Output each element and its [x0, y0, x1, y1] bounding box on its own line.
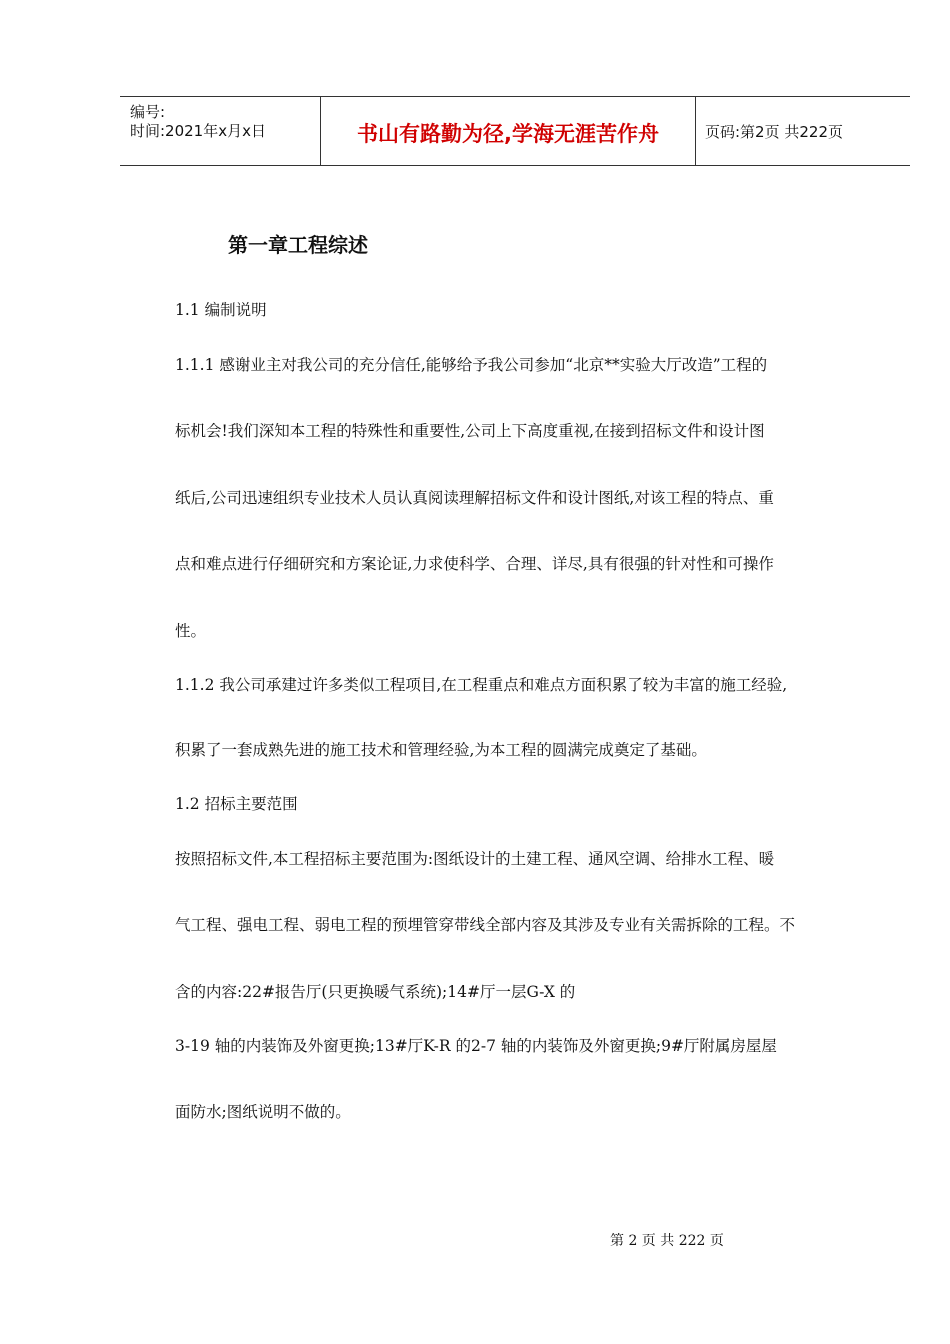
paragraph-line: 1.1.1 感谢业主对我公司的充分信任,能够给予我公司参加“北京**实验大厅改造”工程的 [175, 356, 768, 374]
paragraph-line: 气工程、强电工程、弱电工程的预埋管穿带线全部内容及其涉及专业有关需拆除的工程。不 [175, 916, 796, 934]
document-date-label: 时间:2021年x月x日 [130, 122, 266, 140]
header-meta-cell [120, 97, 320, 165]
page-footer: 第 2 页 共 222 页 [610, 1233, 724, 1249]
page-header [120, 96, 910, 166]
section-heading-1-1: 1.1 编制说明 [175, 301, 267, 319]
paragraph-line: 面防水;图纸说明不做的。 [175, 1103, 351, 1121]
chapter-title: 第一章工程综述 [228, 233, 368, 257]
header-motto: 书山有路勤为径,学海无涯苦作舟 [357, 122, 659, 146]
header-motto-cell [320, 97, 696, 165]
paragraph-line: 含的内容:22#报告厅(只更换暖气系统);14#厅一层G-X 的 [175, 983, 576, 1001]
paragraph-line: 点和难点进行仔细研究和方案论证,力求使科学、合理、详尽,具有很强的针对性和可操作 [175, 555, 774, 573]
paragraph-line: 3-19 轴的内装饰及外窗更换;13#厅K-R 的2-7 轴的内装饰及外窗更换;9#厅附属房屋屋 [175, 1037, 777, 1055]
paragraph-line: 纸后,公司迅速组织专业技术人员认真阅读理解招标文件和设计图纸,对该工程的特点、重 [175, 489, 774, 507]
header-page-number: 页码:第2页 共222页 [705, 123, 843, 141]
paragraph-line: 1.1.2 我公司承建过许多类似工程项目,在工程重点和难点方面积累了较为丰富的施工经验, [175, 676, 788, 694]
header-page-cell [695, 97, 910, 165]
paragraph-line: 性。 [175, 622, 207, 640]
paragraph-line: 标机会!我们深知本工程的特殊性和重要性,公司上下高度重视,在接到招标文件和设计图 [175, 422, 765, 440]
document-number-label: 编号: [130, 103, 166, 121]
paragraph-line: 积累了一套成熟先进的施工技术和管理经验,为本工程的圆满完成奠定了基础。 [175, 741, 707, 759]
section-heading-1-2: 1.2 招标主要范围 [175, 795, 298, 813]
paragraph-line: 按照招标文件,本工程招标主要范围为:图纸设计的土建工程、通风空调、给排水工程、暖 [175, 850, 775, 868]
